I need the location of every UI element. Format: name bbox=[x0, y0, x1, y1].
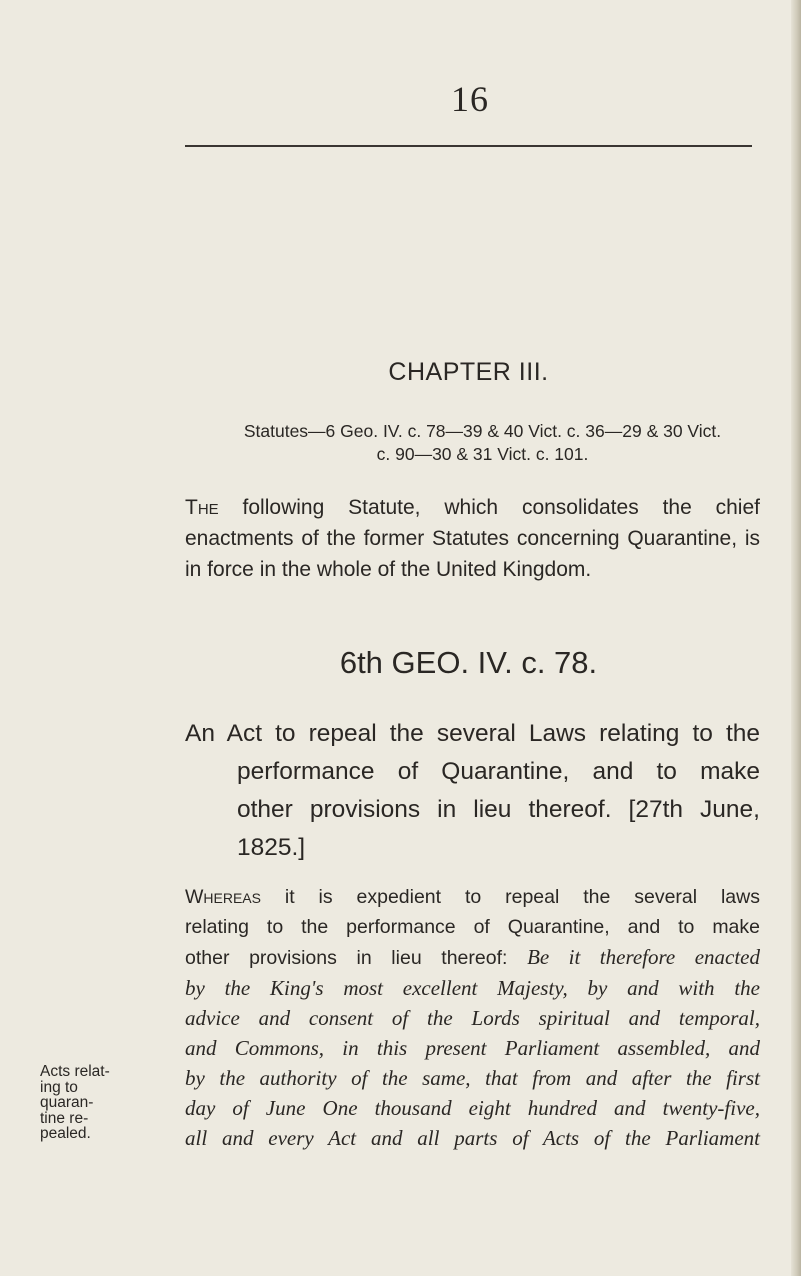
page-edge bbox=[791, 0, 801, 1276]
margin-note-line: Acts relat- bbox=[40, 1063, 110, 1080]
act-title bbox=[185, 715, 760, 867]
body-line: by the authority of the same, that from and after the first bbox=[185, 1066, 760, 1090]
act-title-line: performance of Quarantine, and to make bbox=[237, 758, 760, 785]
act-heading: 6th GEO. IV. c. 78. bbox=[339, 645, 598, 680]
body-line bbox=[185, 942, 760, 973]
body-line: and Commons, in this present Parliament assembled, and bbox=[185, 1036, 760, 1060]
intro-paragraph bbox=[185, 492, 760, 585]
act-title-line: 1825.] bbox=[237, 834, 306, 861]
page-number: 16 bbox=[451, 79, 489, 119]
statutes-line-1: Statutes—6 Geo. IV. c. 78—39 & 40 Vict. c. 36—29 & 30 Vict. bbox=[243, 421, 722, 441]
statutes-line-2: c. 90—30 & 31 Vict. c. 101. bbox=[376, 444, 589, 464]
body-paragraph bbox=[185, 882, 760, 1153]
body-line-text: other provisions in lieu thereof: bbox=[185, 947, 528, 969]
header-rule bbox=[185, 145, 752, 147]
body-line-text: it is expedient to repeal the several laws bbox=[260, 886, 760, 908]
act-title-line: An Act to repeal the several Laws relating to the bbox=[185, 720, 760, 747]
chapter-title: CHAPTER III. bbox=[388, 358, 549, 386]
intro-text: following Statute, which consolidates the chief enactments of the former Statutes concerning Quarantine, is in force in the whole of the United Kingdom. bbox=[185, 496, 760, 581]
body-line: relating to the performance of Quarantine, and to make bbox=[185, 916, 760, 938]
body-line: all and every Act and all parts of Acts of the Parliament bbox=[185, 1126, 760, 1150]
margin-note-line: quaran- bbox=[40, 1094, 94, 1111]
body-italic-text: Be it therefore enacted bbox=[527, 945, 760, 969]
margin-note bbox=[40, 1064, 180, 1142]
statutes-citation bbox=[210, 420, 755, 466]
margin-note-line: ing to bbox=[40, 1078, 78, 1096]
margin-note-line: pealed. bbox=[40, 1125, 91, 1142]
body-line bbox=[185, 882, 760, 912]
intro-lead-word: The bbox=[185, 496, 219, 519]
body-line: by the King's most excellent Majesty, by and with the bbox=[185, 976, 760, 1000]
body-line: advice and consent of the Lords spiritual and temporal, bbox=[185, 1006, 760, 1030]
body-lead-word: Whereas bbox=[185, 886, 261, 908]
act-title-line: other provisions in lieu thereof. [27th June, bbox=[237, 796, 760, 823]
body-line: day of June One thousand eight hundred and twenty-five, bbox=[185, 1096, 760, 1120]
margin-note-line: tine re- bbox=[40, 1109, 89, 1127]
